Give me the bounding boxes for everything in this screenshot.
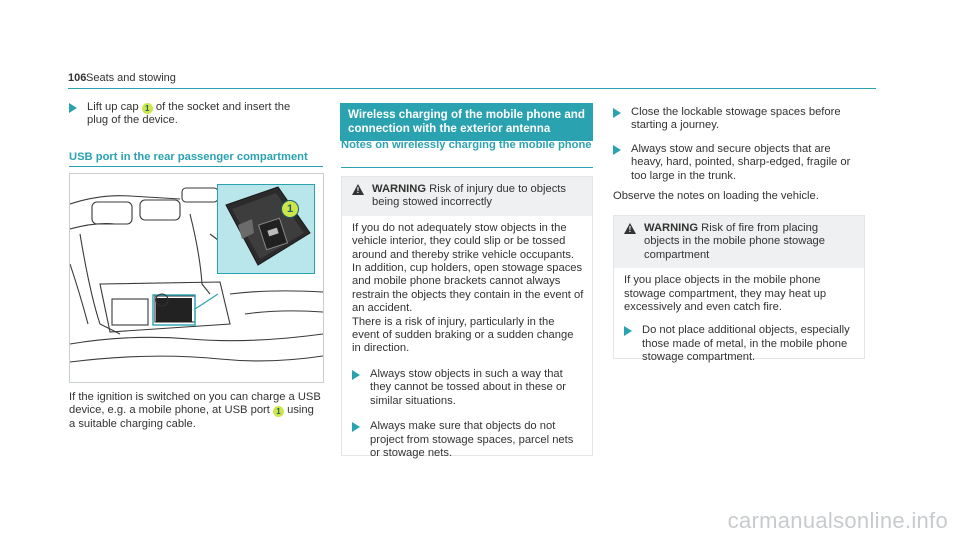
heading-rule (69, 166, 323, 167)
step-arrow-icon (352, 370, 360, 380)
warning-triangle-icon: ! (624, 223, 636, 234)
warning-paragraph: If you place objects in the mobile phone stowage compartment, they may heat up excessively and even catch fire. (624, 274, 827, 314)
warning-title: WARNING Risk of injury due to objects being stowed incorrectly (372, 183, 566, 209)
warning-triangle-icon: ! (352, 184, 364, 195)
warning-box (613, 215, 865, 364)
usb-port-illustration (69, 173, 324, 383)
warning-body (614, 268, 864, 370)
step-arrow-icon (613, 108, 621, 118)
section-title: Seats and stowing (86, 72, 176, 84)
header-rule (68, 88, 876, 89)
warning-body (342, 216, 592, 467)
instruction-step (613, 106, 858, 133)
step-arrow-icon (69, 103, 77, 113)
instruction-step (613, 143, 858, 183)
step-text: Always stow objects in such a way that they cannot be tossed about in these or similar situations. (370, 367, 566, 407)
warning-box (341, 176, 593, 459)
step-arrow-icon (352, 422, 360, 432)
callout-badge: 1 (142, 103, 153, 114)
step-text: Always stow and secure objects that are heavy, hard, pointed, sharp-edged, fragile or too large in the trunk. (631, 143, 851, 182)
section-banner: Wireless charging of the mobile phone and connection with the exterior antenna (340, 103, 593, 141)
subsection-heading: Notes on wirelessly charging the mobile phone (341, 139, 592, 151)
warning-paragraph: There is a risk of injury, particularly in the event of sudden braking or a sudden change in direction. (352, 315, 574, 355)
page-number: 106 (68, 72, 87, 84)
step-arrow-icon (613, 145, 621, 155)
instruction-step (352, 368, 584, 408)
instruction-step (352, 420, 584, 460)
callout-inset (217, 184, 315, 274)
callout-badge: 1 (273, 406, 284, 417)
paragraph: If the ignition is switched on you can charge a USB device, e.g. a mobile phone, at USB port 1 using a suitable charging cable. (69, 391, 321, 430)
section-heading: USB port in the rear passenger compartment (69, 151, 308, 163)
callout-badge: 1 (281, 200, 299, 218)
warning-paragraph: If you do not adequately stow objects in the vehicle interior, they could slip or be tossed around and thereby strike vehicle occupants. In addition, cup holders, open stowage spaces and mobile phone brackets cannot always restrain the objects they contain in the event of an accident. (352, 221, 584, 315)
step-arrow-icon (624, 326, 632, 336)
step-text: Lift up cap 1 of the socket and insert the plug of the device. (87, 101, 291, 127)
watermark: carmanualsonline.info (727, 507, 948, 533)
step-text: Always make sure that objects do not project from stowage spaces, parcel nets or stowage nets. (370, 420, 574, 459)
instruction-step (624, 324, 856, 364)
instruction-step (69, 101, 319, 128)
warning-header (614, 216, 864, 268)
warning-title: WARNING Risk of fire from placing objects in the mobile phone stowage compartment (644, 222, 825, 261)
step-text: Do not place additional objects, especially those made of metal, in the mobile phone stowage compartment. (642, 324, 850, 364)
usb-socket-closeup (218, 185, 314, 273)
step-text: Close the lockable stowage spaces before starting a journey. (631, 106, 841, 132)
warning-header (342, 177, 592, 216)
paragraph: Observe the notes on loading the vehicle. (613, 190, 819, 202)
heading-rule (341, 167, 593, 168)
